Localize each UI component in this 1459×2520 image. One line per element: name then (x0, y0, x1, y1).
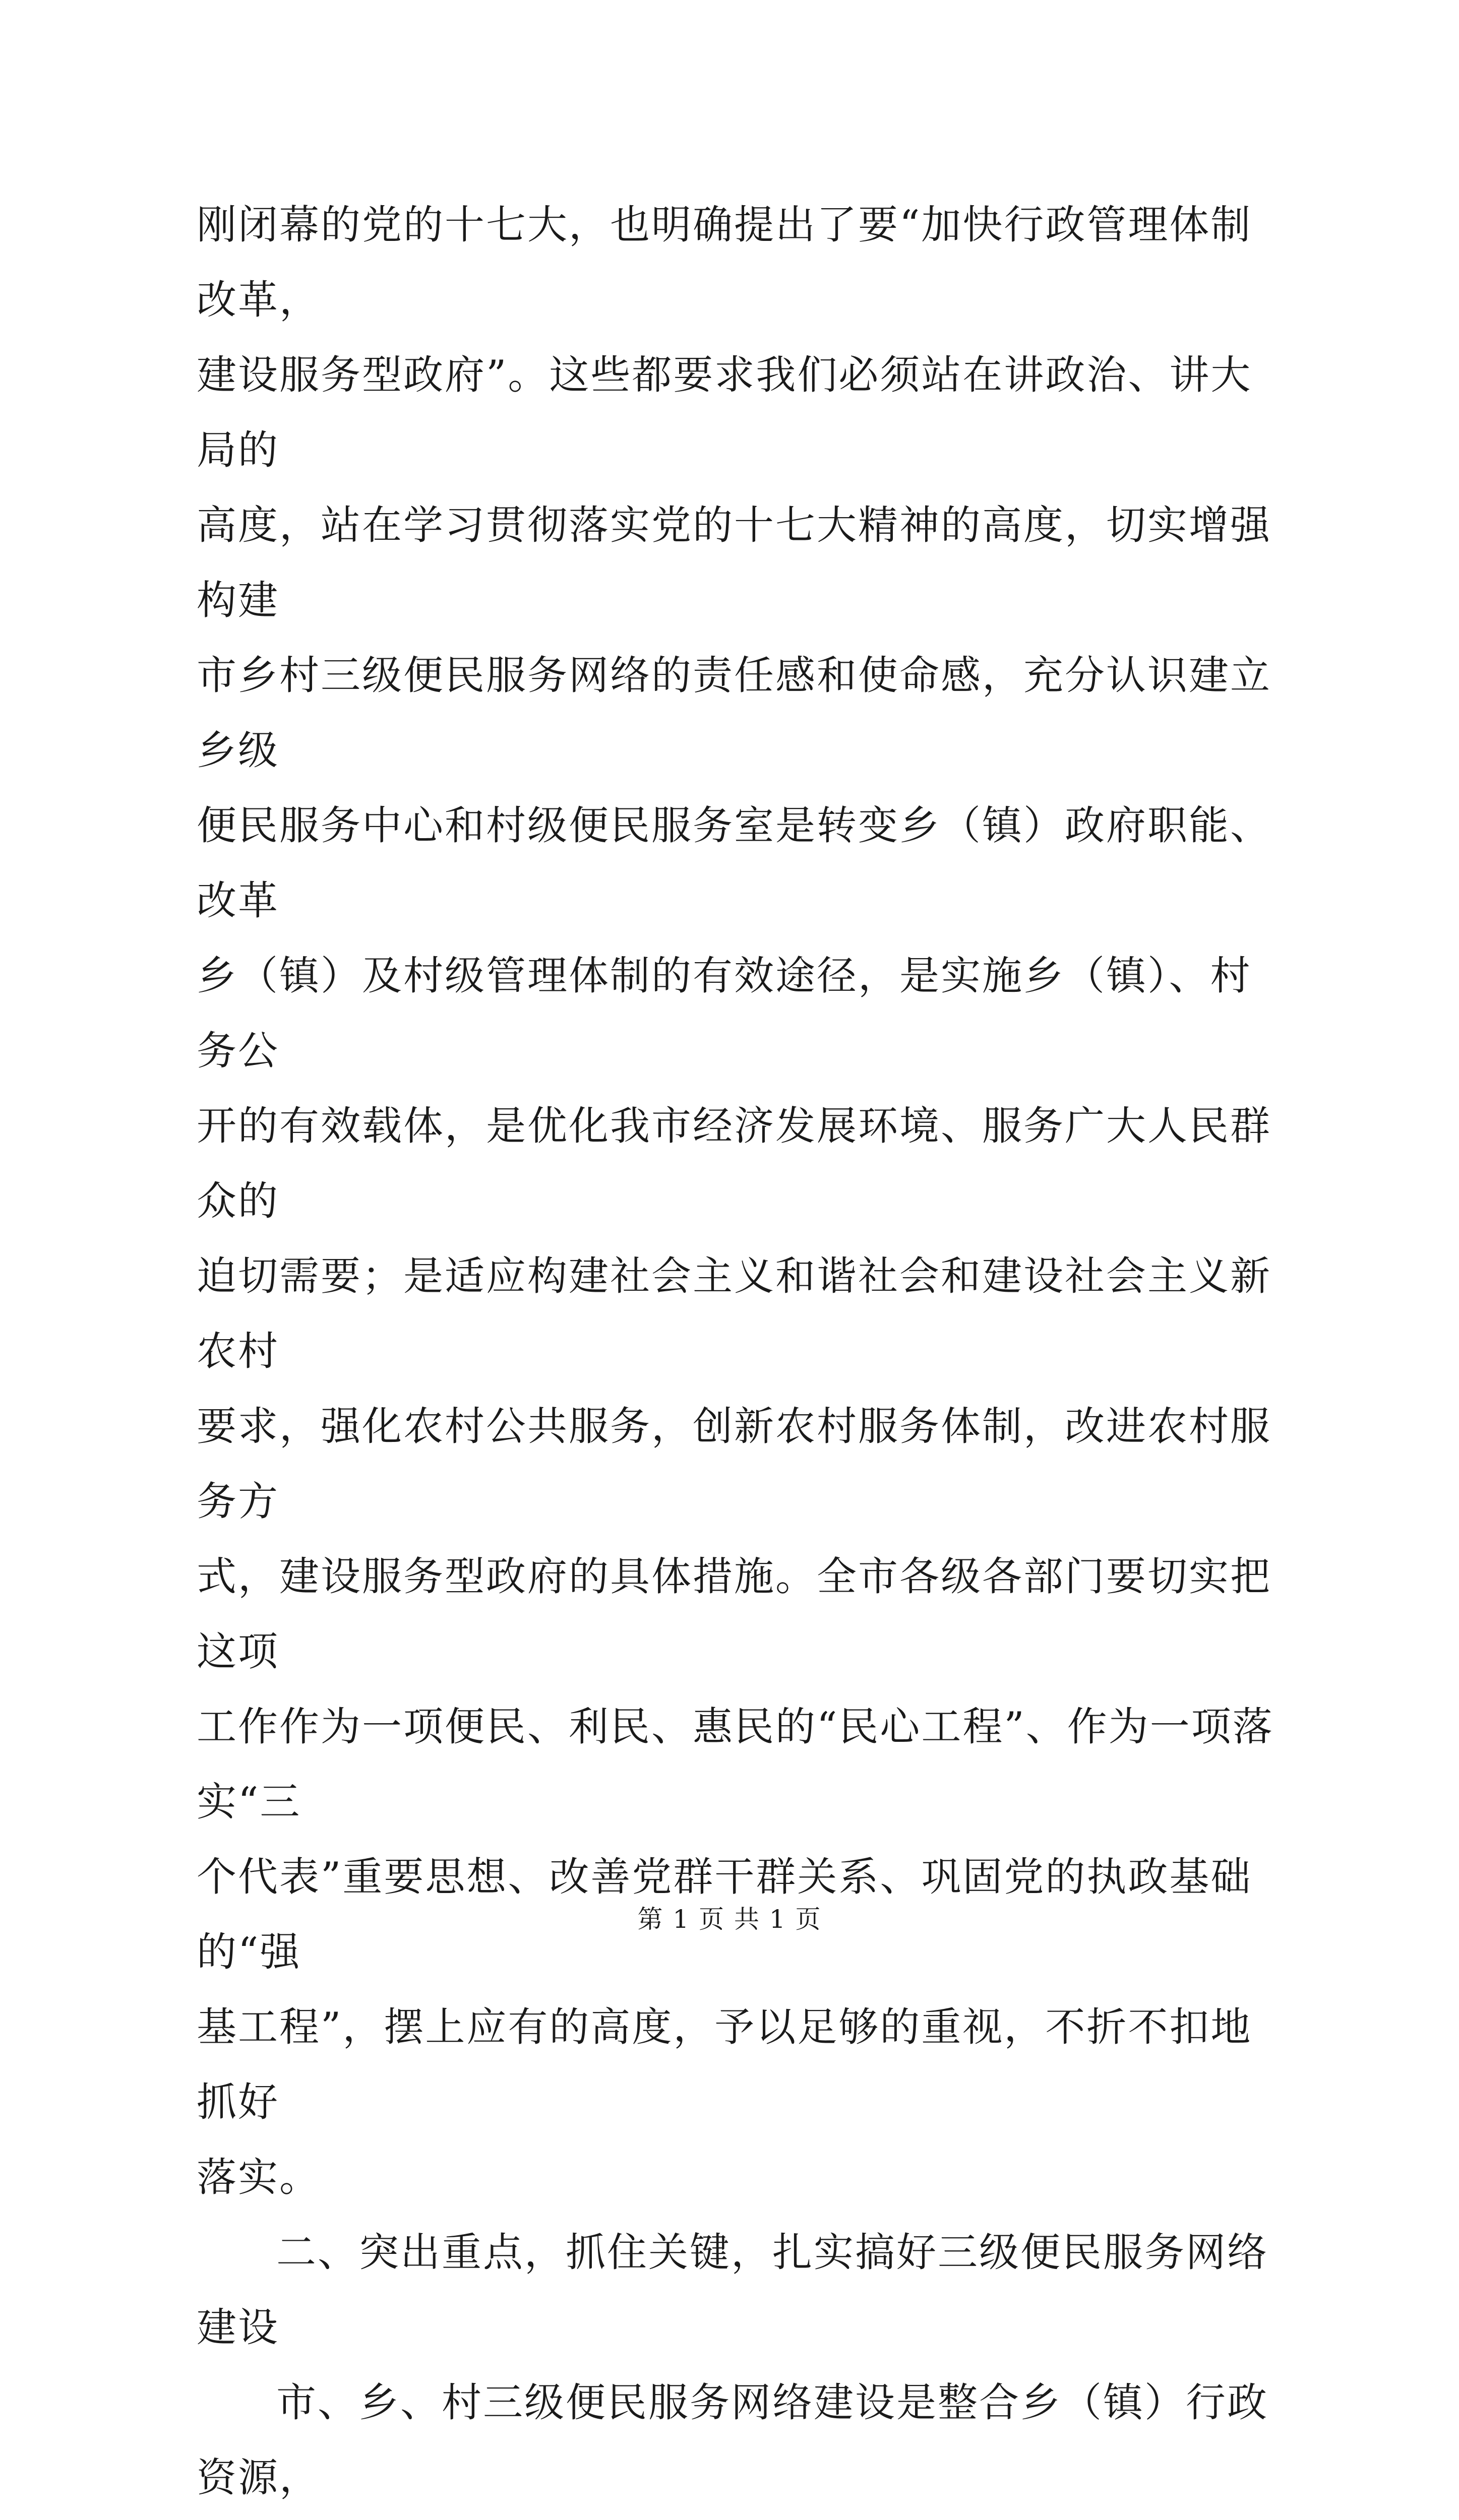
page-footer (0, 1904, 1459, 1934)
paragraph-1-line-11: 工作作为一项便民、利民、惠民的“民心工程”、作为一项落实“三 (197, 1704, 1274, 1825)
paragraph-3-line-2 (117, 2515, 1286, 2520)
paragraph-1-line-12: 个代表”重要思想、改善党群干群关系、巩固党的执政基础的“强 (197, 1854, 1252, 1975)
paragraph-3 (197, 2365, 1286, 2520)
paragraph-1-line-7: 开的有效载体，是优化我市经济发展环境、服务广大人民群众的 (197, 1103, 1271, 1224)
paragraph-1-line-9: 要求，强化农村公共服务，创新农村服务体制，改进农村服务方 (197, 1403, 1271, 1525)
section-heading (197, 2215, 1286, 2365)
paragraph-1-line-2: 建设服务型政府”。这些都要求我们必须站在讲政治、讲大局的 (197, 352, 1252, 473)
paragraph-1-line-1: 刚闭幕的党的十七大，也明确提出了要“加快行政管理体制改革， (197, 202, 1252, 323)
paragraph-1-line-4: 市乡村三级便民服务网络的责任感和使命感，充分认识建立乡级 (197, 652, 1271, 774)
paragraph-3-line-1: 市、乡、村三级便民服务网络建设是整合乡（镇）行政资源， (197, 2379, 1268, 2501)
paragraph-1-line-6: 乡（镇）及村级管理体制的有效途径，是实施乡（镇）、村务公 (197, 953, 1252, 1074)
section-heading-text: 二、突出重点，抓住关键，扎实搞好三级便民服务网络建设 (197, 2229, 1268, 2351)
document-body (197, 187, 1286, 2520)
paragraph-1-line-14: 落实。 (197, 2154, 321, 2200)
paragraph-1-line-5: 便民服务中心和村级便民服务室是转变乡（镇）政府职能、改革 (197, 802, 1271, 924)
paragraph-1-line-8: 迫切需要；是适应构建社会主义和谐社会和建设社会主义新农村 (197, 1253, 1271, 1374)
paragraph-1-line-13: 基工程”，摆上应有的高度，予以足够的重视，不折不扣地抓好 (197, 2004, 1252, 2125)
page-number-label: 第 1 页 共 1 页 (637, 1905, 822, 1934)
paragraph-1-line-3: 高度，站在学习贯彻落实党的十七大精神的高度，切实增强构建 (197, 502, 1271, 623)
paragraph-1-line-10: 式，建设服务型政府的具体措施。全市各级各部门要切实把这项 (197, 1553, 1271, 1675)
